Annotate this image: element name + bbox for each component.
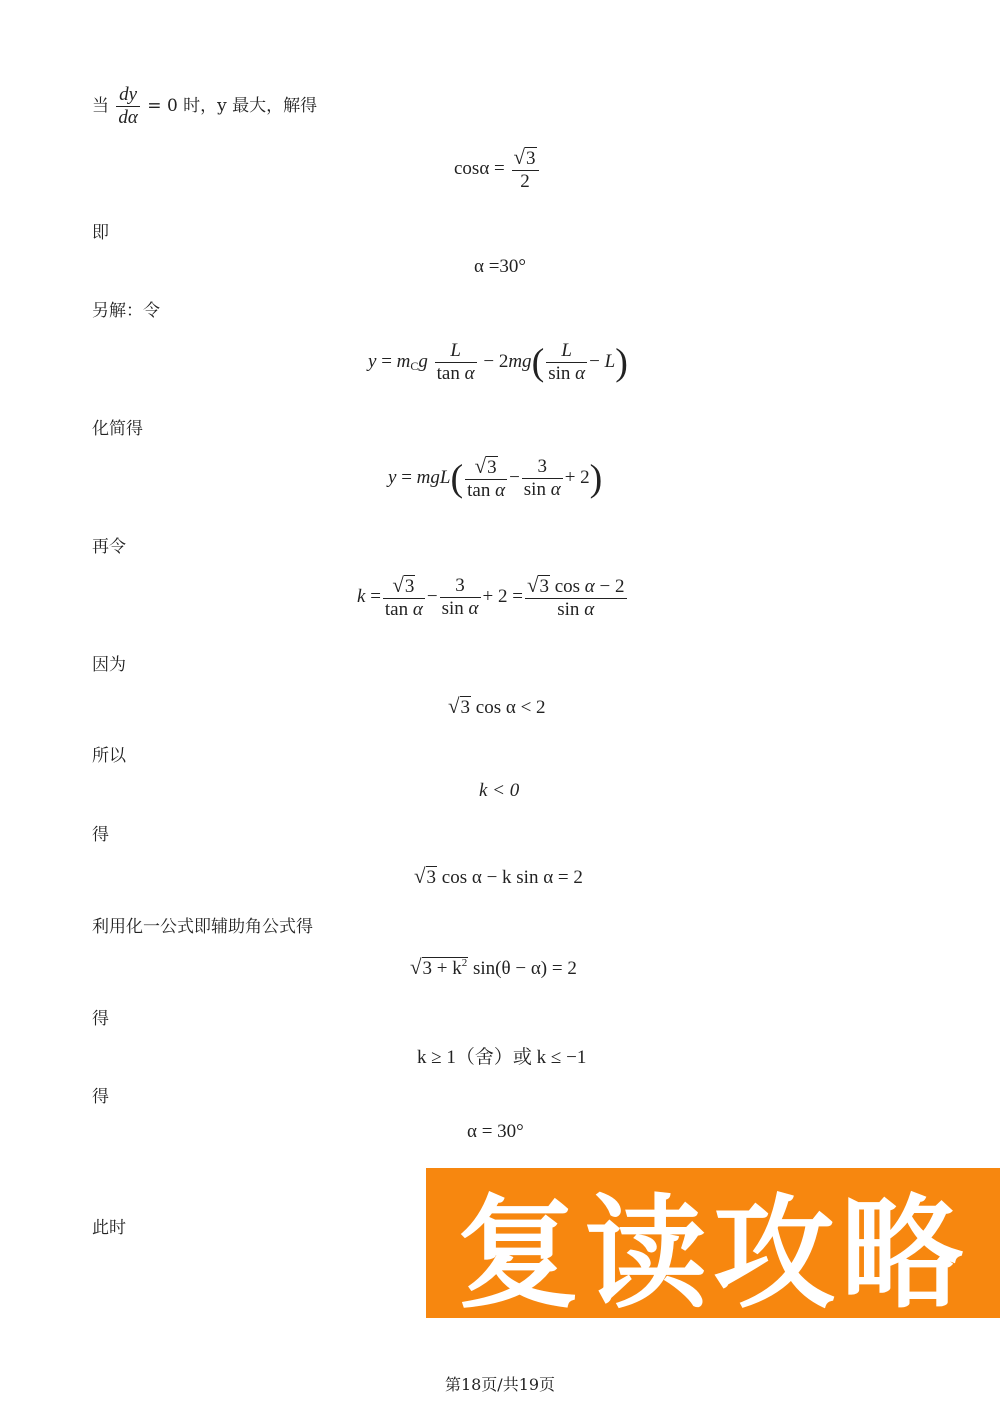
equation-alpha-final: α = 30° — [467, 1121, 524, 1142]
text-then: 此时 — [92, 1218, 126, 1238]
text-simplify: 化简得 — [92, 419, 143, 439]
when-tail: = 0 时，y 最大，解得 — [147, 96, 318, 116]
watermark-banner: 复读攻略 — [426, 1168, 1000, 1318]
eq1-lhs: cosα = — [454, 157, 505, 179]
text-get-3: 得 — [92, 1087, 109, 1107]
text-formula: 利用化一公式即辅助角公式得 — [92, 917, 313, 937]
text-line-when — [92, 84, 317, 129]
equation-combined: √3 cos α − k sin α = 2 — [414, 864, 583, 888]
equation-y-def: $y = m_Cg$ $\frac{L}{\text{tan α}}$ − 2mg( $\frac{L}{\text{sin α}}$ − L) — [368, 340, 628, 384]
page-footer: 第18页/共19页 — [444, 1375, 556, 1394]
equation-k-negative: k < 0 — [479, 780, 520, 801]
equation-y-simplified: y = mgL( $\frac{√3}{\text{tan α}}$ − $\frac{3}{\text{sin α}}$ + 2) — [388, 454, 603, 501]
derivative-fraction: $\frac{dy}{d\alpha}$ — [118, 84, 138, 128]
eq1-fraction: $\frac{√3}{2}$ — [512, 146, 539, 193]
equation-ineq1: √3 cos α < 2 — [448, 694, 546, 718]
text-alternative: 另解：令 — [92, 301, 160, 321]
text-namely: 即 — [92, 223, 109, 243]
equation-cos — [454, 146, 541, 193]
text-because: 因为 — [92, 655, 126, 675]
when-label: 当 — [92, 96, 109, 116]
text-get-2: 得 — [92, 1009, 109, 1029]
equation-alpha-30: α =30° — [474, 256, 527, 277]
text-get-1: 得 — [92, 825, 109, 845]
equation-k-def: k = $\frac{√3}{\text{tan α}}$ − $\frac{3}{\text{sin α}}$ + 2 = $\frac{\text{√3 cos α − 2}}{\text{sin α}}$ — [357, 573, 625, 620]
text-so: 所以 — [92, 746, 126, 766]
equation-k-range: k ≥ 1（舍）或 k ≤ −1 — [417, 1047, 587, 1068]
text-again: 再令 — [92, 537, 126, 557]
equation-auxiliary-angle: $√3 + k^2$ sin(θ − α) = 2 — [410, 955, 577, 979]
